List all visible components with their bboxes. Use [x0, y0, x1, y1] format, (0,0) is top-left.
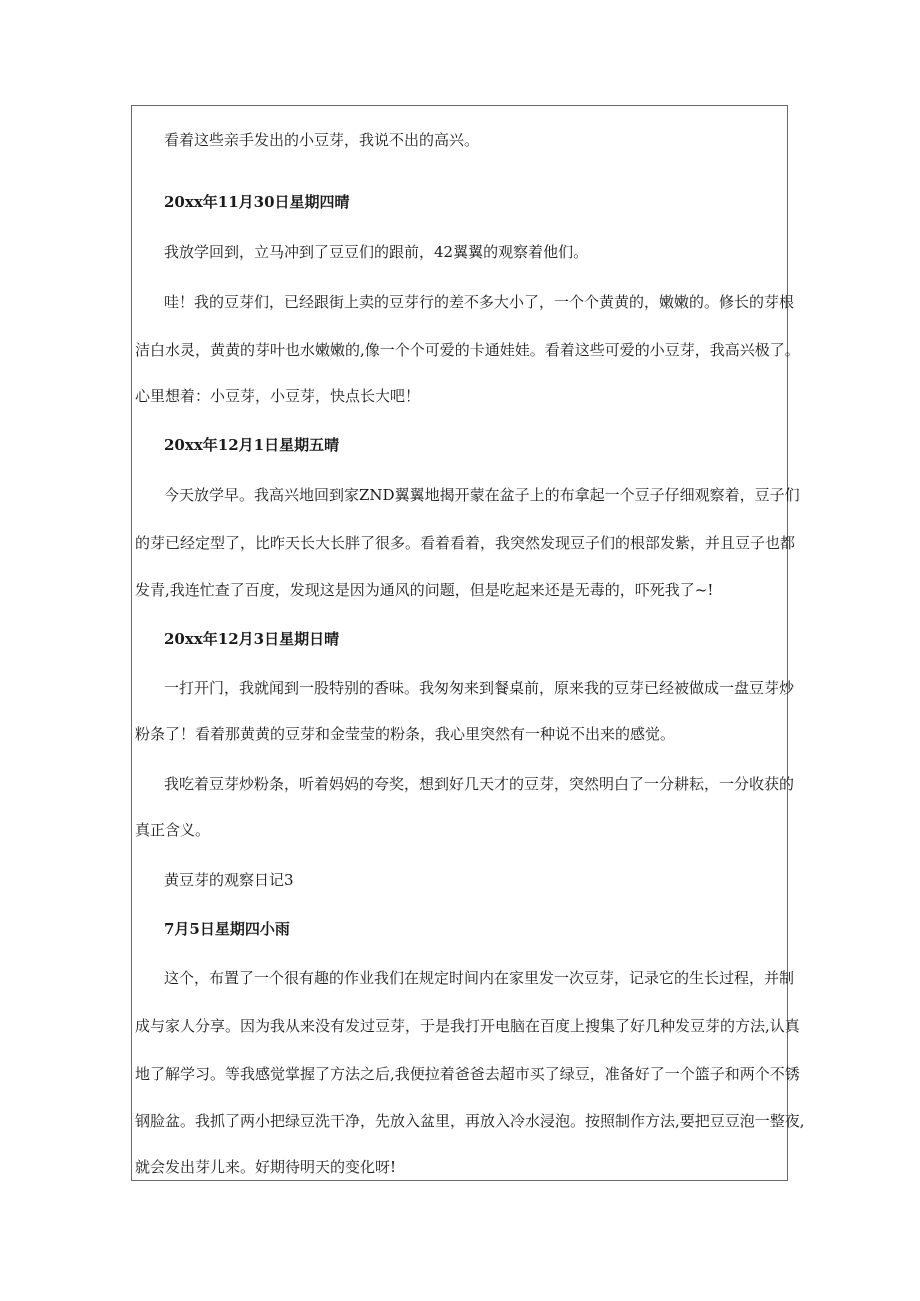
- paragraph-line: 今天放学早。我高兴地回到家ZND翼翼地揭开蒙在盆子上的布拿起一个豆子仔细观察着，豆子们: [164, 486, 800, 504]
- paragraph-line: 的芽已经定型了，比昨天长大长胖了很多。看着看着，我突然发现豆子们的根部发紫，并且豆子也都: [135, 534, 796, 552]
- paragraph-line: 钢脸盆。我抓了两小把绿豆洗干净，先放入盆里，再放入冷水浸泡。按照制作方法,要把豆豆泡一整夜,: [135, 1112, 805, 1130]
- paragraph-line: 我吃着豆芽炒粉条，听着妈妈的夸奖，想到好几天才的豆芽，突然明白了一分耕耘，一分收获的: [164, 775, 795, 793]
- paragraph-line: 我放学回到，立马冲到了豆豆们的跟前，42翼翼的观察着他们。: [164, 243, 589, 261]
- paragraph-line: 就会发出芽儿来。好期待明天的变化呀!: [135, 1158, 397, 1176]
- paragraph-line: 洁白水灵，黄黄的芽叶也水嫩嫩的,像一个个可爱的卡通娃娃。看着这些可爱的小豆芽，我高兴极了。: [135, 341, 800, 359]
- diary-date-heading: 20xx年12月1日星期五晴: [164, 436, 340, 454]
- paragraph-line: 发青,我连忙查了百度，发现这是因为通风的问题，但是吃起来还是无毒的，吓死我了~!: [135, 581, 714, 599]
- paragraph-line: 真正含义。: [135, 821, 211, 839]
- diary-date-heading: 7月5日星期四小雨: [164, 920, 290, 938]
- paragraph-line: 看着这些亲手发出的小豆芽，我说不出的高兴。: [164, 131, 480, 149]
- paragraph-line: 这个，布置了一个很有趣的作业我们在规定时间内在家里发一次豆芽，记录它的生长过程，并制: [164, 969, 795, 987]
- paragraph-line: 一打开门，我就闻到一股特别的香味。我匆匆来到餐桌前，原来我的豆芽已经被做成一盘豆芽炒: [164, 679, 795, 697]
- diary-date-heading: 20xx年12月3日星期日晴: [164, 630, 340, 648]
- paragraph-line: 粉条了！看着那黄黄的豆芽和金莹莹的粉条，我心里突然有一种说不出来的感觉。: [135, 725, 676, 743]
- paragraph-line: 心里想着：小豆芽，小豆芽，快点长大吧！: [135, 387, 421, 405]
- diary-section-title: 黄豆芽的观察日记3: [164, 871, 294, 889]
- paragraph-line: 哇！我的豆芽们，已经跟街上卖的豆芽行的差不多大小了，一个个黄黄的，嫩嫩的。修长的芽根: [164, 293, 795, 311]
- paragraph-line: 成与家人分享。因为我从来没有发过豆芽，于是我打开电脑在百度上搜集了好几种发豆芽的方法,认真: [135, 1017, 800, 1035]
- paragraph-line: 地了解学习。等我感觉掌握了方法之后,我便拉着爸爸去超市买了绿豆，准备好了一个篮子和两个不锈: [135, 1065, 800, 1083]
- diary-date-heading: 20xx年11月30日星期四晴: [164, 193, 350, 211]
